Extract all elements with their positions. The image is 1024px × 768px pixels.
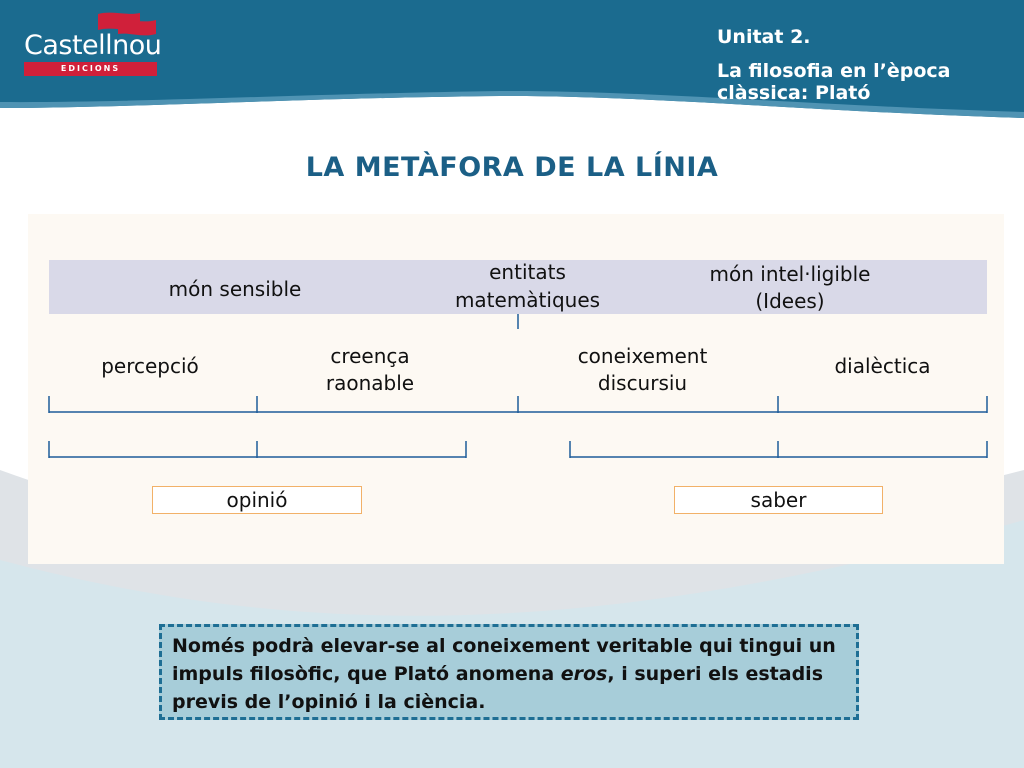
label-entitats: entitats bbox=[489, 260, 566, 284]
label-discursiu: discursiu bbox=[597, 371, 688, 395]
label-matematiques: matemàtiques bbox=[454, 288, 601, 312]
label-coneixement: coneixement bbox=[577, 344, 708, 368]
brand-subtitle: EDICIONS bbox=[60, 64, 121, 73]
note-box bbox=[159, 624, 859, 720]
label-idees: (Idees) bbox=[755, 289, 825, 313]
note-text-a: Només podrà elevar-se al coneixement veritable qui tingui un impuls filosòfic, que Plató anomena bbox=[172, 635, 836, 685]
label-percepcio: percepció bbox=[101, 354, 199, 378]
note-text-b: , i superi els estadis previs de l’opinió i la ciència. bbox=[172, 663, 823, 713]
label-dialectica: dialèctica bbox=[834, 354, 931, 378]
label-mon-sensible: món sensible bbox=[168, 277, 302, 301]
knowledge-box: saber bbox=[674, 486, 883, 514]
note-text-eros: eros bbox=[560, 663, 608, 685]
page-title: LA METÀFORA DE LA LÍNIA bbox=[305, 152, 719, 183]
label-creenca: creença bbox=[330, 344, 410, 368]
brand-name: Castellnou bbox=[24, 30, 162, 61]
opinion-box: opinió bbox=[152, 486, 362, 514]
label-raonable: raonable bbox=[325, 371, 415, 395]
unit-subtitle: La filosofia en l’època clàssica: Plató bbox=[717, 60, 951, 104]
label-mon-intelligible: món intel·ligible bbox=[709, 262, 871, 286]
unit-label: Unitat 2. bbox=[717, 26, 811, 48]
